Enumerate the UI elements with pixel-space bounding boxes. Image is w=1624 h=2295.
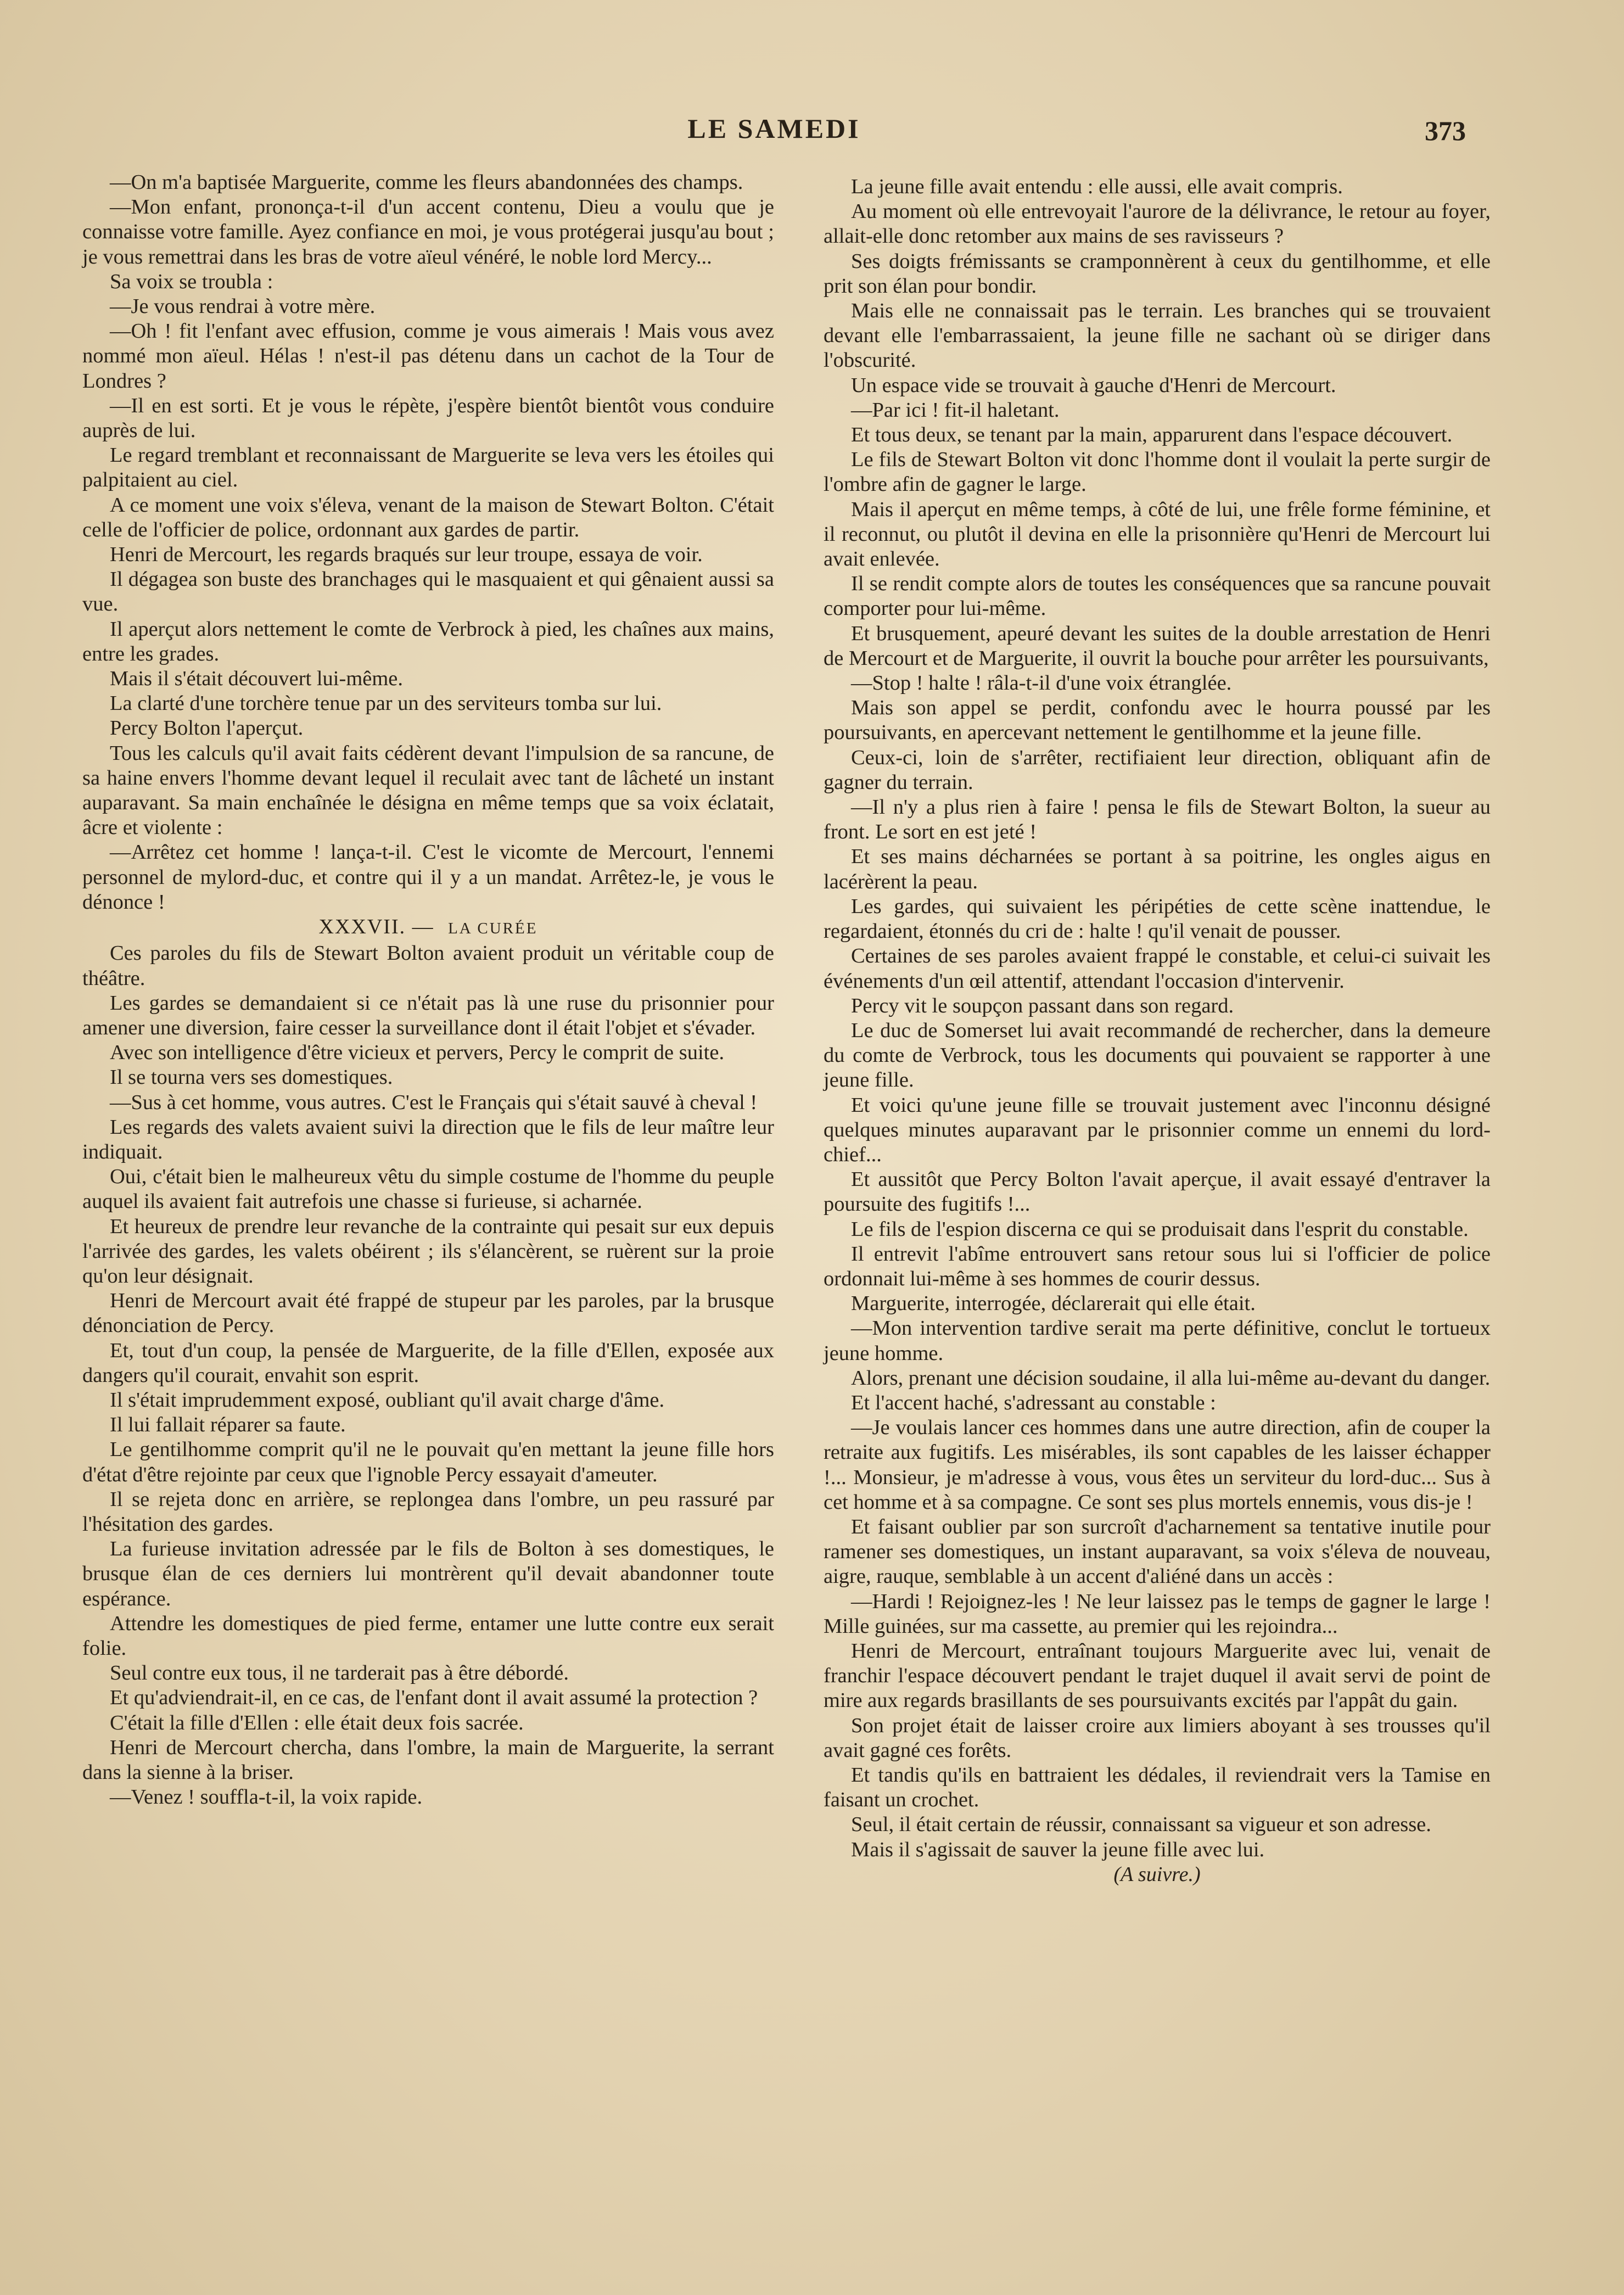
paragraph: La furieuse invitation adressée par le fils de Bolton à ses domestiques, le brusque élan de ces derniers lui montrèrent qu'il devait abandonner toute espérance. (82, 1537, 774, 1610)
chapter-number: XXXVII. — (318, 915, 434, 939)
paragraph: A ce moment une voix s'éleva, venant de la maison de Stewart Bolton. C'était celle de l'officier de police, ordonnant aux gardes de partir. (82, 493, 774, 541)
paragraph: Un espace vide se trouvait à gauche d'Henri de Mercourt. (851, 373, 1336, 397)
left-column (82, 170, 774, 1810)
paragraph: Percy vit le soupçon passant dans son regard. (851, 994, 1234, 1017)
paragraph: Attendre les domestiques de pied ferme, entamer une lutte contre eux serait folie. (82, 1611, 774, 1660)
paragraph: Ces paroles du fils de Stewart Bolton avaient produit un véritable coup de théâtre. (82, 942, 774, 990)
paragraph: —Il en est sorti. Et je vous le répète, j'espère bientôt bientôt vous conduire auprès de lui. (82, 394, 774, 443)
paragraph: La clarté d'une torchère tenue par un des serviteurs tomba sur lui. (110, 692, 662, 715)
paragraph: Le fils de Stewart Bolton vit donc l'homme dont il voulait la perte surgir de l'ombre afin de gagner le large. (824, 448, 1491, 496)
paragraph: Son projet était de laisser croire aux limiers aboyant à ses trousses qu'il avait gagné ces forêts. (824, 1714, 1491, 1762)
paragraph: Il s'était imprudemment exposé, oubliant qu'il avait charge d'âme. (110, 1388, 665, 1412)
paragraph: Et brusquement, apeuré devant les suites de la double arrestation de Henri de Mercourt et de Marguerite, il ouvrit la bouche pour arrêter les poursuivants, (824, 622, 1491, 670)
paragraph: Mais il aperçut en même temps, à côté de lui, une frêle forme féminine, et il reconnut, ou plutôt il devina en elle la prisonnière qu'Henri de Mercourt lui avait enlevée. (824, 497, 1491, 571)
right-column-text (824, 175, 1491, 1862)
paragraph: Il se rendit compte alors de toutes les conséquences que sa rancune pouvait comporter pour lui-même. (824, 572, 1491, 620)
paragraph: Et faisant oublier par son surcroît d'acharnement sa tentative inutile pour ramener ses domestiques, un instant auparavant, sa voix s'éleva de nouveau, aigre, rauque, semblable à un accent d'aliéné dans un accès : (824, 1515, 1491, 1588)
page-header (82, 113, 1466, 156)
paragraph: Sa voix se troubla : (110, 270, 273, 293)
paragraph: —On m'a baptisée Marguerite, comme les fleurs abandonnées des champs. (110, 171, 743, 194)
paragraph: —Venez ! souffla-t-il, la voix rapide. (110, 1785, 423, 1809)
paragraph: —Sus à cet homme, vous autres. C'est le Français qui s'était sauvé à cheval ! (110, 1090, 758, 1114)
chapter-heading (82, 915, 774, 941)
paragraph: Il lui fallait réparer sa faute. (110, 1413, 346, 1437)
page-number: 373 (1425, 115, 1466, 146)
left-column-text-before (82, 170, 774, 915)
paragraph: —Mon enfant, prononça-t-il d'un accent contenu, Dieu a voulu que je connaisse votre famille. Ayez confiance en moi, je vous protégerai jusqu'au bout ; je vous remettrai dans les bras de votre aïeul vénéré, le noble lord Mercy... (82, 195, 774, 268)
paragraph: La jeune fille avait entendu : elle aussi, elle avait compris. (851, 175, 1343, 198)
paragraph: Et aussitôt que Percy Bolton l'avait aperçue, il avait essayé d'entraver la poursuite des fugitifs !... (824, 1168, 1491, 1216)
paragraph: Et tous deux, se tenant par la main, apparurent dans l'espace découvert. (851, 423, 1453, 447)
paragraph: —Je voulais lancer ces hommes dans une autre direction, afin de couper la retraite aux fugitifs. Les misérables, ils sont capables de les laisser échapper !... Monsieur, je m'adresse à vous, vous êtes un serviteur du lord-duc... Sus à cet homme et à sa compagne. Ce sont ses plus mortels ennemis, vous dis-je ! (824, 1416, 1491, 1514)
paragraph: Il se rejeta donc en arrière, se replongea dans l'ombre, un peu rassuré par l'hésitation des gardes. (82, 1487, 774, 1536)
paragraph: Tous les calculs qu'il avait faits cédèrent devant l'impulsion de sa rancune, de sa haine envers l'homme devant lequel il reculait avec tant de lâcheté un instant auparavant. Sa main enchaînée le désigna en même temps que sa voix éclatait, âcre et violente : (82, 741, 774, 839)
paragraph: Le gentilhomme comprit qu'il ne le pouvait qu'en mettant la jeune fille hors d'état d'être rejointe par ceux que l'ignoble Percy essayait d'ameuter. (82, 1438, 774, 1486)
paragraph: Oui, c'était bien le malheureux vêtu du simple costume de l'homme du peuple auquel ils avaient fait autrefois une chasse si furieuse, si acharnée. (82, 1165, 774, 1213)
paragraph: Les gardes, qui suivaient les péripéties de cette scène inattendue, le regardaient, étonnés du cri de : halte ! qu'il venait de pousser. (824, 894, 1491, 943)
paragraph: Seul contre eux tous, il ne tarderait pas à être débordé. (110, 1661, 569, 1685)
paragraph: Seul, il était certain de réussir, connaissant sa vigueur et son adresse. (851, 1813, 1431, 1837)
paragraph: Mais son appel se perdit, confondu avec le hourra poussé par les poursuivants, en apercevant nettement le gentilhomme et la jeune fille. (824, 696, 1491, 745)
paragraph: Et qu'adviendrait-il, en ce cas, de l'enfant dont il avait assumé la protection ? (110, 1686, 758, 1710)
left-column-text-after (82, 941, 774, 1810)
chapter-title: LA CURÉE (448, 920, 538, 938)
paragraph: Avec son intelligence d'être vicieux et pervers, Percy le comprit de suite. (110, 1041, 725, 1065)
paragraph: Ceux-ci, loin de s'arrêter, rectifiaient leur direction, obliquant afin de gagner du terrain. (824, 746, 1491, 794)
paragraph: —Il n'y a plus rien à faire ! pensa le fils de Stewart Bolton, la sueur au front. Le sort en est jeté ! (824, 796, 1491, 844)
paragraph: Henri de Mercourt avait été frappé de stupeur par les paroles, par la brusque dénonciation de Percy. (82, 1289, 774, 1337)
paragraph: Alors, prenant une décision soudaine, il alla lui-même au-devant du danger. (851, 1366, 1491, 1390)
paragraph: Et voici qu'une jeune fille se trouvait justement avec l'inconnu désigné quelques minutes auparavant par le prisonnier comme un ennemi du lord-chief... (824, 1093, 1491, 1166)
paragraph: Henri de Mercourt, les regards braqués sur leur troupe, essaya de voir. (110, 543, 703, 567)
paragraph: Il aperçut alors nettement le comte de Verbrock à pied, les chaînes aux mains, entre les grades. (82, 617, 774, 665)
paragraph: —Mon intervention tardive serait ma perte définitive, conclut le tortueux jeune homme. (824, 1317, 1491, 1365)
paragraph: Les regards des valets avaient suivi la direction que le fils de leur maître leur indiquait. (82, 1115, 774, 1163)
paragraph: Le regard tremblant et reconnaissant de Marguerite se leva vers les étoiles qui palpitaient au ciel. (82, 444, 774, 492)
paragraph: —Arrêtez cet homme ! lança-t-il. C'est le vicomte de Mercourt, l'ennemi personnel de mylord-duc, et contre qui il y a un mandat. Arrêtez-le, je vous le dénonce ! (82, 841, 774, 914)
paragraph: Certaines de ses paroles avaient frappé le constable, et celui-ci suivait les événements d'un œil attentif, attendant l'occasion d'intervenir. (824, 944, 1491, 993)
to-be-continued: (A suivre.) (1113, 1862, 1201, 1886)
paragraph: —Hardi ! Rejoignez-les ! Ne leur laissez pas le temps de gagner le large ! Mille guinées, sur ma cassette, au premier qui les rejoindra... (824, 1589, 1491, 1638)
paragraph: Le fils de l'espion discerna ce qui se produisait dans l'esprit du constable. (851, 1217, 1469, 1241)
paragraph: Il se tourna vers ses domestiques. (110, 1066, 393, 1089)
paragraph: Le duc de Somerset lui avait recommandé de rechercher, dans la demeure du comte de Verbrock, tous les documents qui pouvaient se rapporter à une jeune fille. (824, 1018, 1491, 1092)
paragraph: Mais elle ne connaissait pas le terrain. Les branches qui se trouvaient devant elle l'embarrassaient, la jeune fille ne sachant où se diriger dans l'obscurité. (824, 299, 1491, 372)
paragraph: C'était la fille d'Ellen : elle était deux fois sacrée. (110, 1711, 524, 1734)
paragraph: Percy Bolton l'aperçut. (110, 717, 304, 740)
paragraph: Et ses mains décharnées se portant à sa poitrine, les ongles aigus en lacérèrent la peau. (824, 845, 1491, 893)
paragraph: Les gardes se demandaient si ce n'était pas là une ruse du prisonnier pour amener une diversion, faire cesser la surveillance dont il était l'objet et s'évader. (82, 991, 774, 1039)
paragraph: Et, tout d'un coup, la pensée de Marguerite, de la fille d'Ellen, exposée aux dangers qu'il courait, envahit son esprit. (82, 1339, 774, 1387)
paragraph: Au moment où elle entrevoyait l'aurore de la délivrance, le retour au foyer, allait-elle donc retomber aux mains de ses ravisseurs ? (824, 200, 1491, 248)
paragraph: —Stop ! halte ! râla-t-il d'une voix étranglée. (851, 671, 1232, 695)
paragraph: Ses doigts frémissants se cramponnèrent à ceux du gentilhomme, et elle prit son élan pour bondir. (824, 249, 1491, 298)
paragraph: Marguerite, interrogée, déclarerait qui elle était. (851, 1292, 1256, 1316)
paragraph: Et tandis qu'ils en battraient les dédales, il reviendrait vers la Tamise en faisant un crochet. (824, 1764, 1491, 1812)
paragraph: —Je vous rendrai à votre mère. (110, 295, 376, 318)
paragraph: Il dégagea son buste des branchages qui le masquaient et qui gênaient aussi sa vue. (82, 568, 774, 616)
paragraph: —Par ici ! fit-il haletant. (851, 398, 1060, 422)
paragraph: Mais il s'était découvert lui-même. (110, 667, 404, 691)
paragraph: Henri de Mercourt, entraînant toujours Marguerite avec lui, venait de franchir l'espace découvert pendant le trajet duquel il avait servi de point de mire aux regards brasillants de ses poursuivants excités par l'appât du gain. (824, 1639, 1491, 1712)
paragraph: Henri de Mercourt chercha, dans l'ombre, la main de Marguerite, la serrant dans la sienne à la briser. (82, 1736, 774, 1784)
paragraph: Mais il s'agissait de sauver la jeune fille avec lui. (851, 1838, 1265, 1861)
right-column (824, 175, 1491, 1887)
paragraph: Et l'accent haché, s'adressant au constable : (851, 1391, 1216, 1414)
running-title: LE SAMEDI (687, 113, 861, 144)
paragraph: Et heureux de prendre leur revanche de la contrainte qui pesait sur eux depuis l'arrivée des gardes, les valets obéirent ; ils s'élancèrent, se ruèrent sur la proie qu'on leur désignait. (82, 1214, 774, 1288)
paragraph: Il entrevit l'abîme entrouvert sans retour sous lui si l'officier de police ordonnait lui-même à ses hommes de courir dessus. (824, 1242, 1491, 1290)
paragraph: —Oh ! fit l'enfant avec effusion, comme je vous aimerais ! Mais vous avez nommé mon aïeul. Hélas ! n'est-il pas détenu dans un cachot de la Tour de Londres ? (82, 320, 774, 393)
